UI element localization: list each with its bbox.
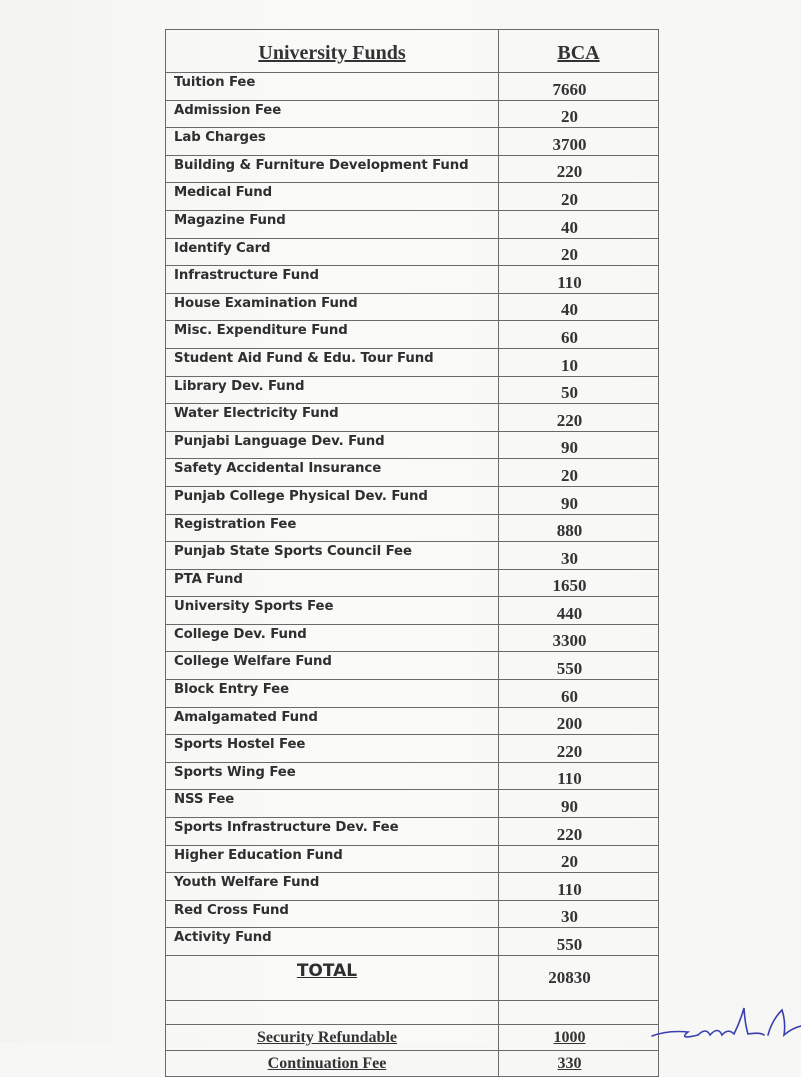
- fund-amount: 220: [499, 155, 659, 183]
- signature: [648, 1002, 801, 1043]
- table-row: [166, 762, 659, 790]
- fund-name: Sports Wing Fee: [166, 762, 499, 790]
- fund-name: Lab Charges: [166, 128, 499, 156]
- fund-amount: 90: [499, 486, 659, 514]
- fund-amount: 20: [499, 100, 659, 128]
- fund-name: Building & Furniture Development Fund: [166, 155, 499, 183]
- fund-name: Activity Fund: [166, 928, 499, 956]
- fund-name: University Sports Fee: [166, 597, 499, 625]
- table-row: [166, 431, 659, 459]
- table-row: [166, 293, 659, 321]
- fund-amount: 20: [499, 183, 659, 211]
- fund-amount: 200: [499, 707, 659, 735]
- table-row: [166, 900, 659, 928]
- blank-row: [166, 1001, 659, 1025]
- fund-name: House Examination Fund: [166, 293, 499, 321]
- extra-fee-row: [166, 1051, 659, 1077]
- table-row: [166, 183, 659, 211]
- table-row: [166, 542, 659, 570]
- fund-amount: 20: [499, 845, 659, 873]
- fund-amount: 50: [499, 376, 659, 404]
- fund-name: Identify Card: [166, 238, 499, 266]
- fund-name: Sports Infrastructure Dev. Fee: [166, 818, 499, 846]
- table-row: [166, 818, 659, 846]
- fund-amount: 7660: [499, 73, 659, 101]
- fund-amount: 220: [499, 735, 659, 763]
- table-row: [166, 514, 659, 542]
- total-row: [166, 956, 659, 1001]
- fund-name: Higher Education Fund: [166, 845, 499, 873]
- fund-amount: 40: [499, 293, 659, 321]
- fund-name: Red Cross Fund: [166, 900, 499, 928]
- blank-cell: [166, 1001, 499, 1025]
- blank-cell: [499, 1001, 659, 1025]
- fund-name: Infrastructure Fund: [166, 266, 499, 294]
- fund-name: Block Entry Fee: [166, 680, 499, 708]
- fund-name: Tuition Fee: [166, 73, 499, 101]
- fund-name: Student Aid Fund & Edu. Tour Fund: [166, 348, 499, 376]
- total-amount: 20830: [499, 956, 659, 1001]
- fund-name: College Dev. Fund: [166, 624, 499, 652]
- table-row: [166, 486, 659, 514]
- table-row: [166, 569, 659, 597]
- fund-name: Amalgamated Fund: [166, 707, 499, 735]
- table-row: [166, 652, 659, 680]
- fund-name: Punjabi Language Dev. Fund: [166, 431, 499, 459]
- table-row: [166, 376, 659, 404]
- fund-name: Safety Accidental Insurance: [166, 459, 499, 487]
- fund-name: Water Electricity Fund: [166, 404, 499, 432]
- table-row: [166, 100, 659, 128]
- fee-structure-table: [165, 29, 659, 1077]
- total-label: TOTAL: [166, 956, 499, 1001]
- table-row: [166, 735, 659, 763]
- table-row: [166, 790, 659, 818]
- table-row: [166, 845, 659, 873]
- table-row: [166, 624, 659, 652]
- fund-name: Medical Fund: [166, 183, 499, 211]
- extra-fee-amount: 1000: [499, 1025, 659, 1051]
- fund-name: Magazine Fund: [166, 210, 499, 238]
- bca-column-header: BCA: [499, 30, 659, 73]
- table-row: [166, 128, 659, 156]
- fund-amount: 220: [499, 404, 659, 432]
- fund-amount: 440: [499, 597, 659, 625]
- extra-fee-name: Continuation Fee: [166, 1051, 499, 1077]
- fund-name: Library Dev. Fund: [166, 376, 499, 404]
- table-row: [166, 597, 659, 625]
- fund-name: Registration Fee: [166, 514, 499, 542]
- fund-amount: 60: [499, 321, 659, 349]
- fund-amount: 110: [499, 873, 659, 901]
- fund-amount: 220: [499, 818, 659, 846]
- fund-name: Punjab State Sports Council Fee: [166, 542, 499, 570]
- fund-amount: 880: [499, 514, 659, 542]
- table-header-row: [166, 30, 659, 73]
- fund-amount: 110: [499, 266, 659, 294]
- table-row: [166, 73, 659, 101]
- fund-amount: 20: [499, 459, 659, 487]
- table-row: [166, 155, 659, 183]
- extra-fee-amount: 330: [499, 1051, 659, 1077]
- fund-amount: 40: [499, 210, 659, 238]
- table-row: [166, 210, 659, 238]
- table-row: [166, 266, 659, 294]
- table-row: [166, 321, 659, 349]
- fund-amount: 90: [499, 790, 659, 818]
- table-row: [166, 348, 659, 376]
- fund-amount: 90: [499, 431, 659, 459]
- fund-amount: 10: [499, 348, 659, 376]
- fund-amount: 3700: [499, 128, 659, 156]
- fund-amount: 3300: [499, 624, 659, 652]
- fund-name: Youth Welfare Fund: [166, 873, 499, 901]
- extra-fee-name: Security Refundable: [166, 1025, 499, 1051]
- fund-amount: 20: [499, 238, 659, 266]
- fund-amount: 30: [499, 542, 659, 570]
- fund-name: Misc. Expenditure Fund: [166, 321, 499, 349]
- fund-name: Admission Fee: [166, 100, 499, 128]
- fund-amount: 550: [499, 928, 659, 956]
- extra-fee-row: [166, 1025, 659, 1051]
- fund-amount: 550: [499, 652, 659, 680]
- fund-column-header: University Funds: [166, 30, 499, 73]
- fund-name: PTA Fund: [166, 569, 499, 597]
- fund-amount: 110: [499, 762, 659, 790]
- fund-amount: 1650: [499, 569, 659, 597]
- fund-amount: 60: [499, 680, 659, 708]
- fund-amount: 30: [499, 900, 659, 928]
- fund-name: Punjab College Physical Dev. Fund: [166, 486, 499, 514]
- table-row: [166, 238, 659, 266]
- table-row: [166, 707, 659, 735]
- table-row: [166, 459, 659, 487]
- table-row: [166, 873, 659, 901]
- table-row: [166, 404, 659, 432]
- table-row: [166, 680, 659, 708]
- table-row: [166, 928, 659, 956]
- fund-name: Sports Hostel Fee: [166, 735, 499, 763]
- fund-name: College Welfare Fund: [166, 652, 499, 680]
- fund-name: NSS Fee: [166, 790, 499, 818]
